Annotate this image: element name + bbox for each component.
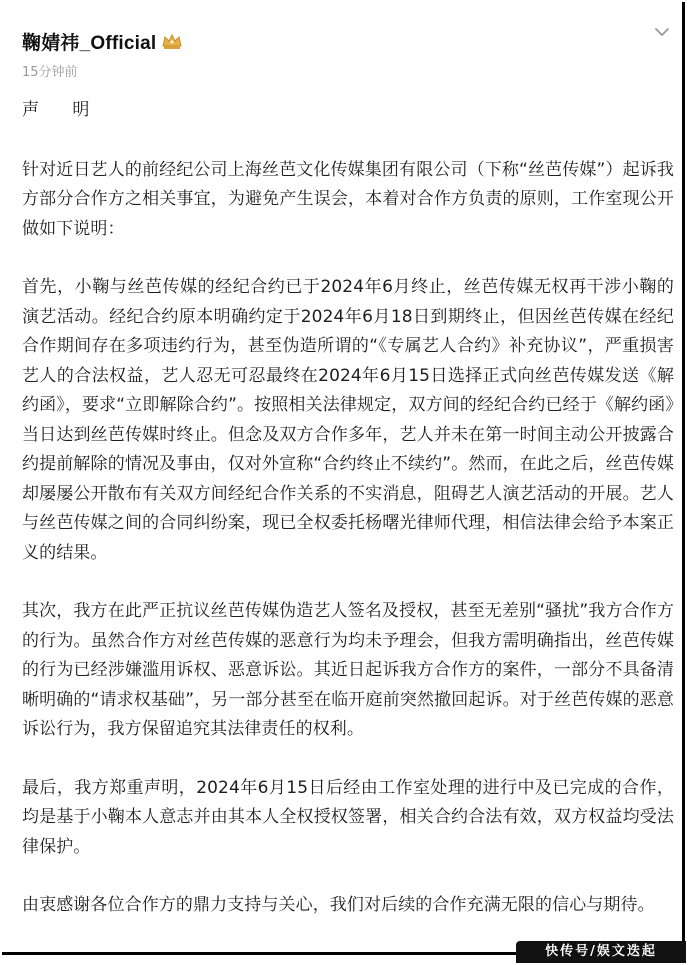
post-timestamp: 15分钟前	[22, 65, 78, 80]
statement-body	[22, 96, 674, 921]
author-row	[22, 28, 672, 54]
statement-paragraph-last: 最后，我方郑重声明，2024年6月15日后经由工作室处理的进行中及已完成的合作，均是基于小鞠本人意志并由其本人全权授权签署，相关合约合法有效，双方权益均受法律保护。	[22, 777, 674, 857]
watermark-label: 快传号/娱文迭起	[516, 941, 686, 963]
statement-paragraph-first: 首先，小鞠与丝芭传媒的经纪合约已于2024年6月终止，丝芭传媒无权再干涉小鞠的演艺活动。经纪合约原本明确约定于2024年6月18日到期终止，但因丝芭传媒在经纪合作期间存在多项违约行为，甚至伪造所谓的“《专属艺人合约》补充协议”，严重损害艺人的合法权益，艺人忍无可忍最终在2024年6月15日选择正式向丝芭传媒发送《解约函》，要求“立即解除合约”。按照相关法律规定，双方间的经纪合约已经于《解约函》当日达到丝芭传媒时终止。但念及双方合作多年，艺人并未在第一时间主动公开披露合约提前解除的情况及事由，仅对外宣称“合约终止不续约”。然而，在此之后，丝芭传媒却屡屡公开散布有关双方间经纪合作关系的不实消息，阻碍艺人演艺活动的开展。艺人与丝芭传媒之间的合同纠纷案，现已全权委托杨曙光律师代理，相信法律会给予本案正义的结果。	[22, 277, 674, 563]
statement-paragraph-thanks: 由衷感谢各位合作方的鼎力支持与关心，我们对后续的合作充满无限的信心与期待。	[22, 895, 655, 915]
post-card	[2, 2, 685, 955]
crown-badge-icon	[161, 32, 183, 50]
author-name[interactable]: 鞠婧祎_Official	[22, 32, 157, 54]
post-header	[22, 28, 672, 88]
statement-paragraph-second: 其次，我方在此严正抗议丝芭传媒伪造艺人签名及授权，甚至无差别“骚扰”我方合作方的行为。虽然合作方对丝芭传媒的恶意行为均未予理会，但我方需明确指出，丝芭传媒的行为已经涉嫌滥用诉权、恶意诉讼。其近日起诉我方合作方的案件，一部分不具备清晰明确的“请求权基础”，另一部分甚至在临开庭前突然撤回起诉。对于丝芭传媒的恶意诉讼行为，我方保留追究其法律责任的权利。	[22, 601, 674, 739]
statement-paragraph-intro: 针对近日艺人的前经纪公司上海丝芭文化传媒集团有限公司（下称“丝芭传媒”）起诉我方部分合作方之相关事宜，为避免产生误会，本着对合作方负责的原则，工作室现公开做如下说明：	[22, 159, 674, 239]
statement-title: 声 明	[22, 100, 104, 120]
chevron-down-icon[interactable]	[652, 22, 672, 42]
